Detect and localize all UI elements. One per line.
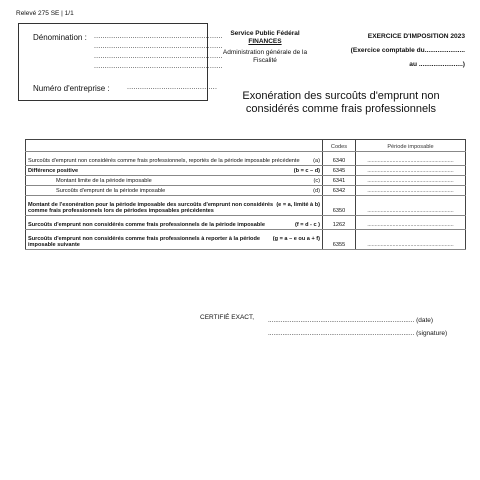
header-codes: Codes	[323, 140, 356, 152]
table-row	[26, 230, 466, 250]
table-row	[26, 186, 466, 196]
form-reference: Relevé 275 SE | 1/1	[16, 10, 74, 17]
header-period: Période imposable	[356, 140, 466, 152]
row-formula: (a)	[313, 158, 320, 164]
calculation-table	[25, 139, 466, 250]
table-row	[26, 152, 466, 166]
row-code: 1262	[323, 216, 356, 230]
denomination-label: Dénomination :	[33, 33, 87, 42]
row-label: Surcoûts d'emprunt de la période imposable	[56, 188, 166, 194]
row-code: 6345	[323, 166, 356, 176]
row-label: Montant limite de la période imposable	[56, 178, 152, 184]
accounting-period-from[interactable]: (Exercice comptable du......................	[350, 47, 465, 54]
enterprise-number-label: Numéro d'entreprise :	[33, 84, 110, 93]
identification-box	[18, 23, 223, 101]
date-field[interactable]: ................................................................................. (date)	[268, 317, 434, 324]
table-row	[26, 166, 466, 176]
table-row	[26, 216, 466, 230]
row-label-cell	[26, 230, 323, 250]
row-formula: (e = a, limité à b)	[276, 202, 320, 208]
exercise-block	[320, 30, 465, 72]
denomination-line-4[interactable]: ............................................................	[94, 63, 223, 70]
row-formula: (f = d - c )	[294, 222, 320, 228]
row-label-cell	[26, 186, 323, 196]
denomination-line-3[interactable]: ............................................................	[94, 53, 223, 60]
header-label-cell	[26, 140, 323, 152]
accounting-period-to[interactable]: au ........................)	[409, 61, 465, 68]
row-label: Surcoûts d'emprunt non considérés comme frais professionnels, reportés de la période imposable précédente	[28, 158, 300, 164]
row-label: Surcoûts d'emprunt non considérés comme frais professionnels de la période imposable	[28, 222, 265, 228]
row-amount-field[interactable]: ..........................................................	[356, 176, 466, 186]
row-code: 6341	[323, 176, 356, 186]
row-amount-field[interactable]: ..........................................................	[356, 186, 466, 196]
signature-field[interactable]: ................................................................................. (signature)	[268, 330, 448, 337]
service-name: Service Public Fédéral	[230, 30, 300, 37]
row-formula: (c)	[313, 178, 320, 184]
enterprise-number-field[interactable]: ..........................................	[127, 84, 218, 91]
table-row	[26, 196, 466, 216]
denomination-line-1[interactable]: ............................................................	[94, 33, 223, 40]
row-label-cell	[26, 176, 323, 186]
exercise-title: EXERCICE D'IMPOSITION 2023	[367, 33, 465, 40]
row-amount-field[interactable]: ..........................................................	[356, 230, 466, 250]
row-label: Montant de l'exonération pour la période imposable des surcoûts d'emprunt non considérés comme frais professionnels lors de périodes imposables précédentes	[28, 202, 274, 214]
row-label: Surcoûts d'emprunt non considérés comme frais professionnels à reporter à la période imposable suivante	[28, 236, 260, 248]
row-amount-field[interactable]: ..........................................................	[356, 166, 466, 176]
form-title: Exonération des surcoûts d'emprunt non considérés comme frais professionnels	[242, 90, 440, 115]
row-label-cell	[26, 196, 323, 216]
certified-label: CERTIFIÉ EXACT,	[200, 314, 255, 321]
row-label: Différence positive	[28, 168, 79, 174]
row-formula: (d)	[313, 188, 320, 194]
row-formula: (g = a – e ou a + f)	[272, 236, 320, 242]
row-code: 6340	[323, 152, 356, 166]
row-code: 6355	[323, 230, 356, 250]
administration-name: Administration générale de la Fiscalité	[222, 49, 308, 64]
authority-block	[215, 30, 315, 65]
row-code: 6350	[323, 196, 356, 216]
table-header-row	[26, 140, 466, 152]
row-label-cell	[26, 216, 323, 230]
row-code: 6342	[323, 186, 356, 196]
row-amount-field[interactable]: ..........................................................	[356, 152, 466, 166]
row-label-cell	[26, 152, 323, 166]
row-amount-field[interactable]: ..........................................................	[356, 216, 466, 230]
row-label-cell	[26, 166, 323, 176]
ministry-name: FINANCES	[248, 38, 282, 45]
row-formula: (b = c – d)	[293, 168, 320, 174]
denomination-line-2[interactable]: ............................................................	[94, 43, 223, 50]
row-amount-field[interactable]: ..........................................................	[356, 196, 466, 216]
certification-lines	[268, 314, 447, 340]
table-row	[26, 176, 466, 186]
